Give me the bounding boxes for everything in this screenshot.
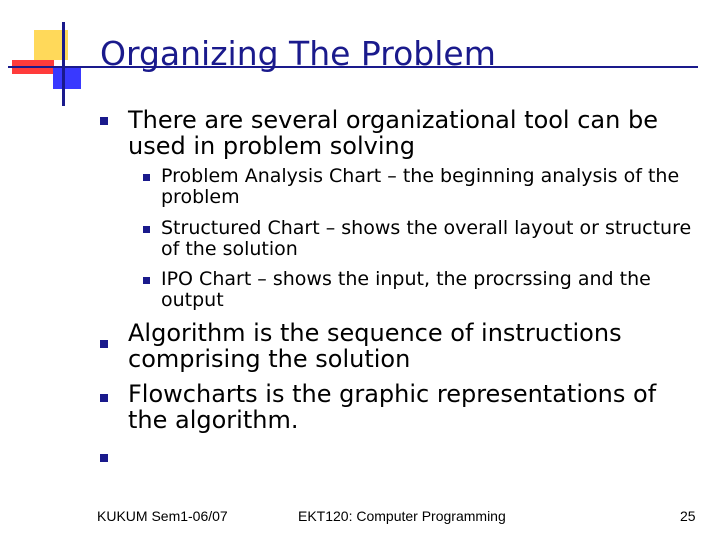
bullet-text: There are several organizational tool can be used in problem solving (128, 106, 658, 160)
decor-vertical-line (62, 22, 65, 106)
footer-left: KUKUM Sem1-06/07 (97, 508, 228, 524)
bullet-marker (100, 117, 108, 125)
sub-bullet-text: Problem Analysis Chart – the beginning analysis of the problem (161, 165, 680, 208)
footer-center: EKT120: Computer Programming (298, 508, 506, 524)
sub-bullet-marker (143, 174, 150, 181)
bullet-text: Flowcharts is the graphic representations of the algorithm. (128, 380, 657, 434)
sub-bullet-marker (143, 277, 150, 284)
bullet-marker (100, 394, 108, 402)
sub-bullet-text: IPO Chart – shows the input, the procrssing and the output (161, 268, 651, 311)
sub-bullet-marker (143, 226, 150, 233)
slide-title: Organizing The Problem (100, 34, 496, 73)
page-number: 25 (680, 508, 696, 524)
bullet-text: Algorithm is the sequence of instructions comprising the solution (128, 319, 622, 373)
decor-blue-square (53, 67, 81, 89)
bullet-marker (100, 340, 108, 348)
bullet-marker (100, 454, 108, 462)
sub-bullet-text: Structured Chart – shows the overall layout or structure of the solution (161, 217, 692, 260)
